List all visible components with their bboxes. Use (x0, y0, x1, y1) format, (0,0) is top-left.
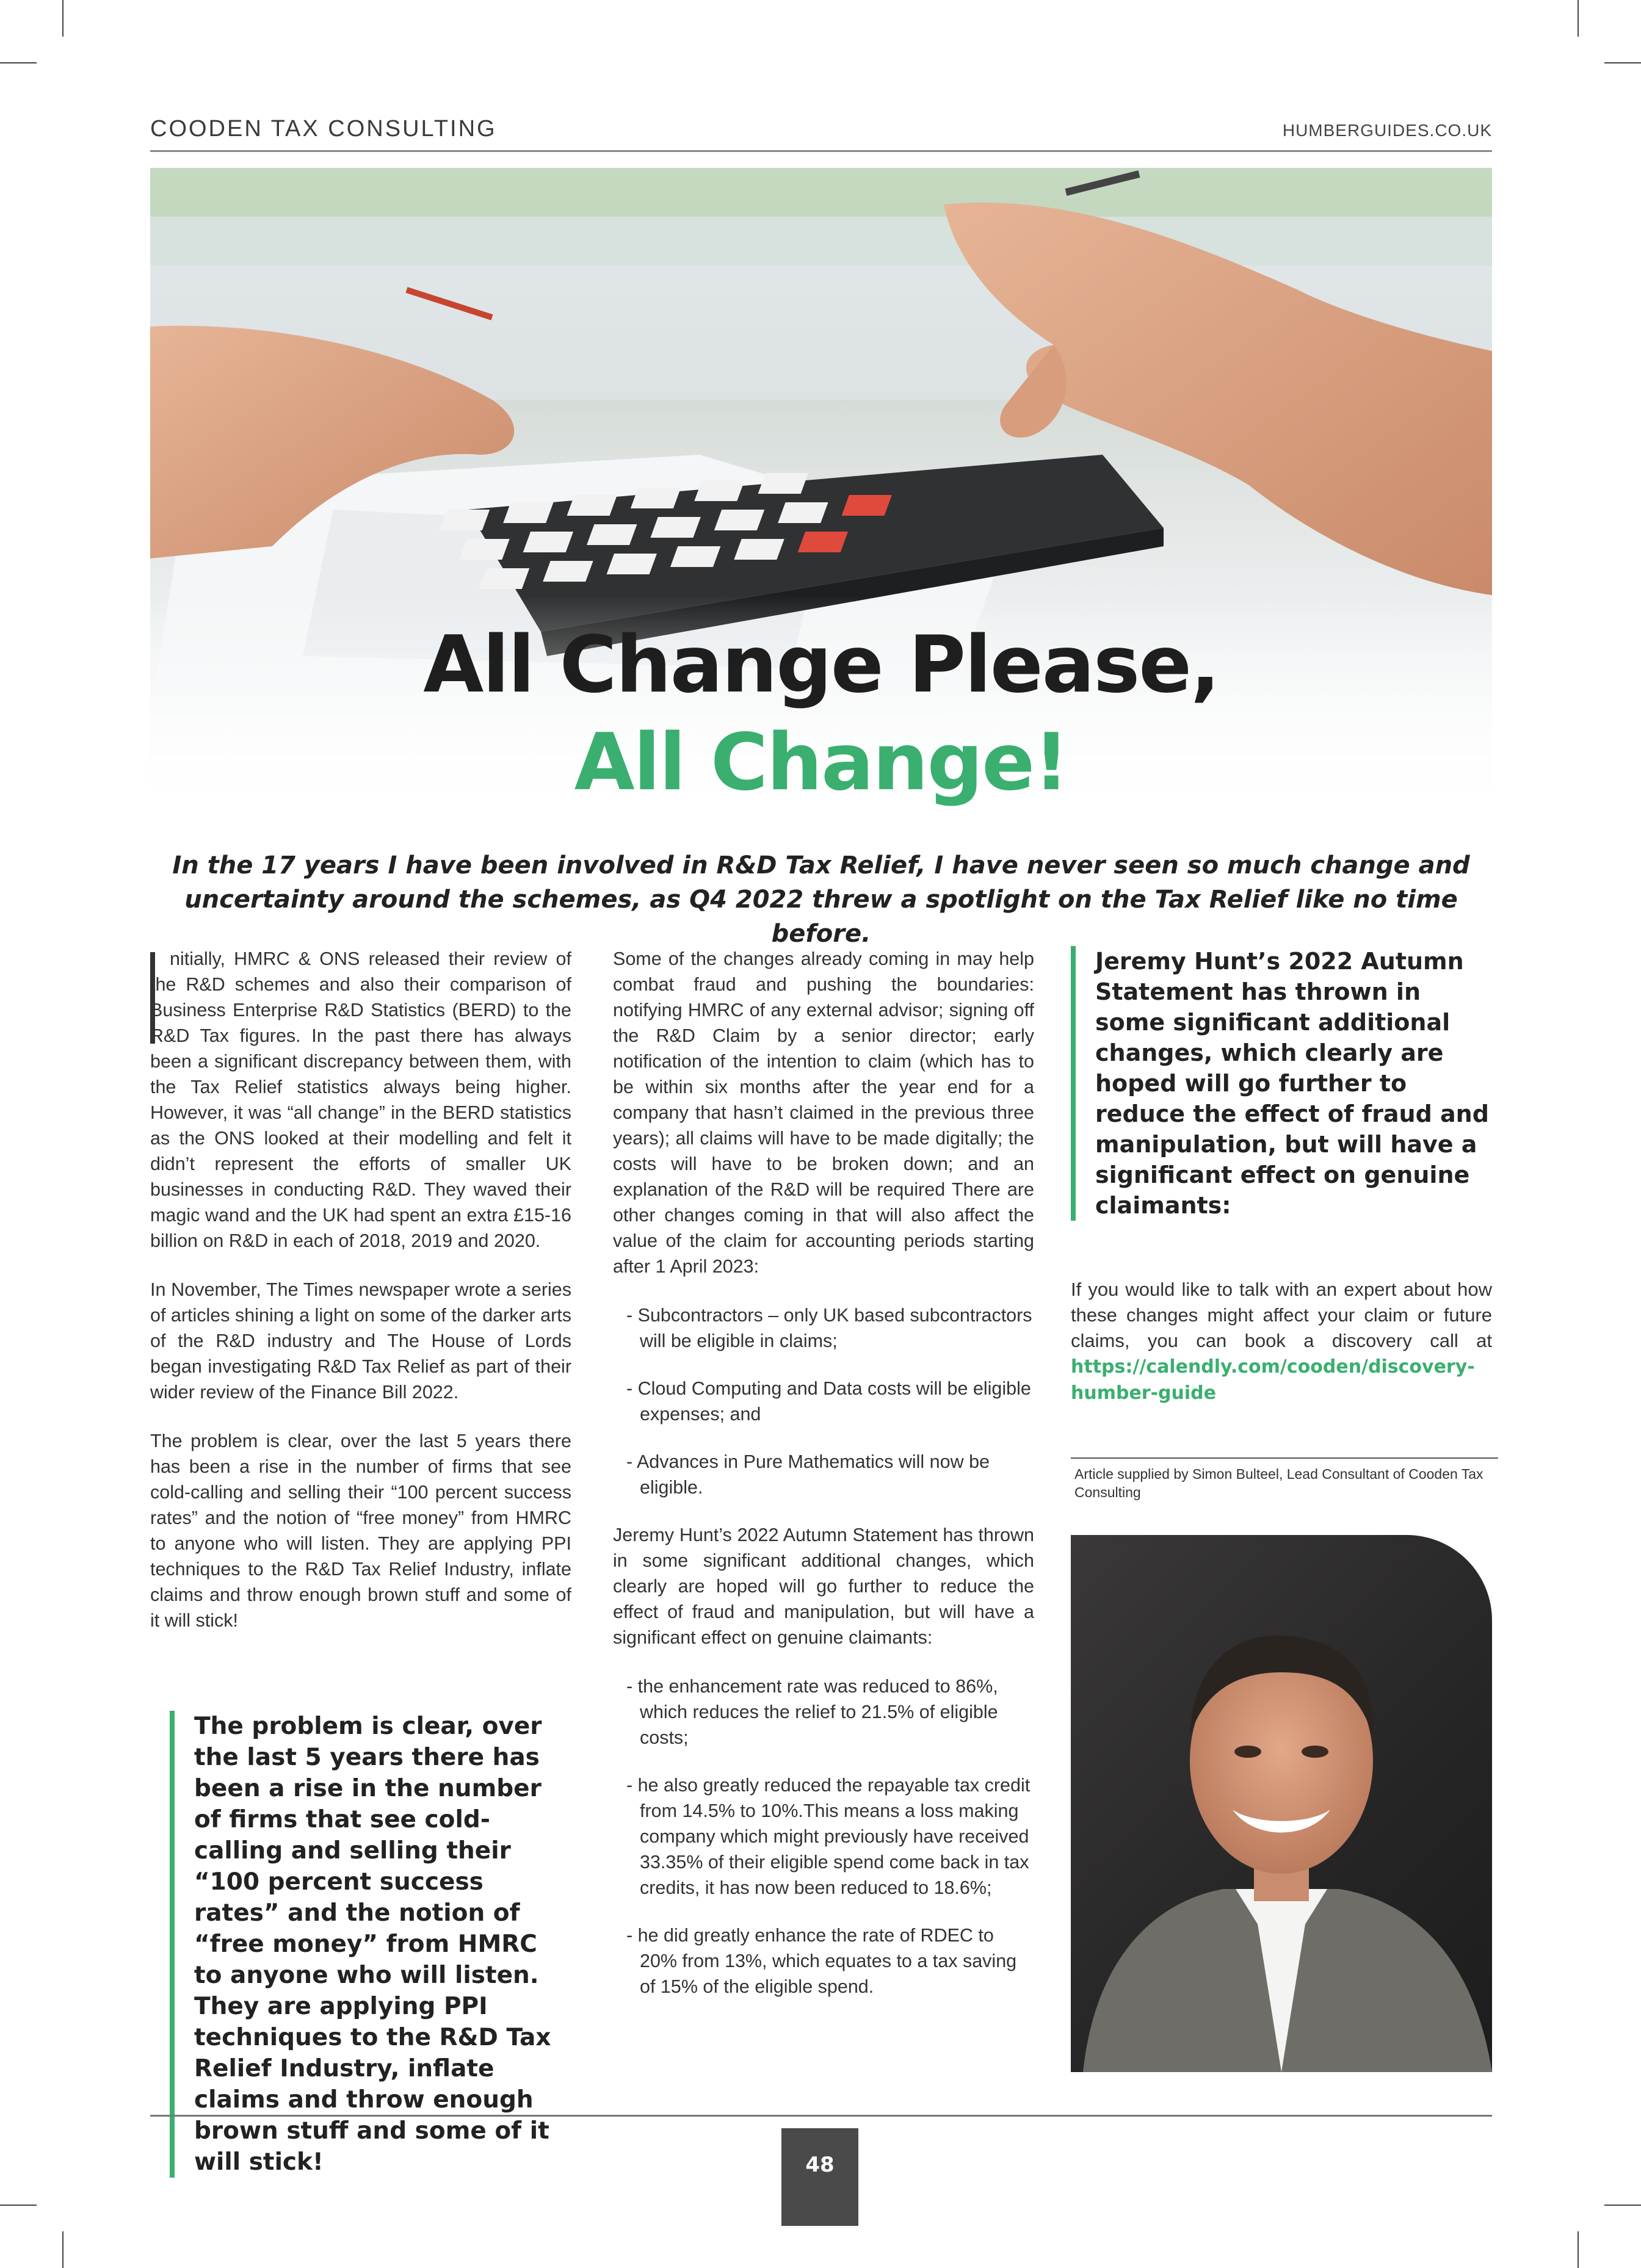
footer-divider (150, 2115, 1492, 2117)
pull-quote-2 (1071, 946, 1492, 1221)
list-item: - he did greatly enhance the rate of RDEC to 20% from 13%, which equates to a tax saving of 15% of the eligible spend. (626, 1925, 1017, 1997)
list-item: - he also greatly reduced the repayable tax credit from 14.5% to 10%.This means a loss making company which might previously have received 33.35% of their eligible spend come back in tax credits, it has now been reduced to 18.6%; (626, 1775, 1031, 1898)
crop-mark (62, 0, 63, 37)
list-item: - Cloud Computing and Data costs will be eligible expenses; and (626, 1378, 1031, 1425)
column-1 (150, 946, 571, 1656)
crop-mark (1578, 0, 1579, 37)
col1-paragraph-1: nitially, HMRC & ONS released their review of the R&D schemes and also their comparison of Business Enterprise R&D Statistics (BERD) to the R&D Tax figures. In the past there has always been a significant discrepancy between them, with the Tax Relief statistics always being higher. However, it was “all change” in the BERD statistics as the ONS looked at their modelling and felt it didn’t represent the efforts of smaller UK businesses in conducting R&D. They waved their magic wand and the UK had spent an extra £15-16 billion on R&D in each of 2018, 2019 and 2020. (150, 948, 571, 1251)
contact-paragraph (1071, 1277, 1492, 1406)
headline-line-1: All Change Please, (423, 619, 1219, 710)
contact-text: If you would like to talk with an expert about how these changes might affect your claim or future claims, you can book a discovery call at (1071, 1279, 1492, 1351)
col2-paragraph-2: Jeremy Hunt’s 2022 Autumn Statement has thrown in some significant additional changes, which clearly are hoped will go further to reduce the effect of fraud and manipulation, but will have a significant effect on genuine claimants: (613, 1525, 1034, 1648)
pull-quote-2-text: Jeremy Hunt’s 2022 Autumn Statement has thrown in some significant additional changes, which clearly are hoped will go further to reduce the effect of fraud and manipulation, but will have a significant effect on genuine claimants: (1095, 948, 1489, 1219)
calendly-link[interactable]: https://calendly.com/cooden/discovery-humber-guide (1071, 1356, 1475, 1404)
col2-paragraph-1: Some of the changes already coming in may help combat fraud and pushing the boundaries: notifying HMRC of any external advisor; signing off the R&D Claim by a senior director; early notification of the intention to claim (which has to be within six months after the year end for a company that hasn’t claimed in the previous three years); all claims will have to be made digitally; the costs will have to be broken down; and an explanation of the R&D will be required There are other changes coming in that will also affect the value of the claim for accounting periods starting after 1 April 2023: (613, 948, 1034, 1277)
col1-paragraph-3: The problem is clear, over the last 5 years there has been a rise in the number of firms that see cold-calling and selling their “100 percent success rates” and the notion of “free money” from HMRC to anyone who will listen. They are applying PPI techniques to the R&D Tax Relief Industry, inflate claims and throw enough brown stuff and some of it will stick! (150, 1431, 571, 1631)
intro-standfirst: In the 17 years I have been involved in R&D Tax Relief, I have never seen so much change and uncertainty around the schemes, as Q4 2022 threw a spotlight on the Tax Relief like no time before. (172, 851, 1470, 948)
pull-quote-bar (1071, 946, 1076, 1221)
crop-mark (62, 2231, 63, 2268)
portrait-illustration (1071, 1535, 1492, 2072)
credit-divider (1071, 1457, 1498, 1459)
crop-mark (1604, 62, 1641, 63)
bullet-list-2 (613, 1674, 1034, 1999)
crop-mark (0, 62, 37, 63)
crop-mark (1604, 2205, 1641, 2206)
list-item: - Advances in Pure Mathematics will now be eligible. (626, 1451, 990, 1498)
page-number: 48 (781, 2128, 858, 2226)
header-divider (150, 150, 1492, 152)
pull-quote-1-text: The problem is clear, over the last 5 years there has been a rise in the number of firms that see cold-calling and selling their “100 percent success rates” and the notion of “free money” from HMRC to anyone who will listen. They are applying PPI techniques to the R&D Tax Relief Industry, inflate claims and throw enough brown stuff and some of it will stick! (194, 1713, 551, 2176)
crop-mark (1578, 2231, 1579, 2268)
pull-quote-1 (170, 1711, 573, 2178)
author-portrait (1071, 1535, 1492, 2072)
headline-line-2: All Change! (574, 717, 1068, 808)
article-credit: Article supplied by Simon Bulteel, Lead Consultant of Cooden Tax Consulting (1074, 1466, 1483, 1500)
pull-quote-bar (170, 1711, 175, 2178)
bullet-list-1 (613, 1302, 1034, 1500)
list-item: - the enhancement rate was reduced to 86%, which reduces the relief to 21.5% of eligible costs; (626, 1676, 998, 1748)
col1-paragraph-2: In November, The Times newspaper wrote a series of articles shining a light on some of the darker arts of the R&D industry and The House of Lords began investigating R&D Tax Relief as part of their wider review of the Finance Bill 2022. (150, 1279, 571, 1403)
list-item: - Subcontractors – only UK based subcontractors will be eligible in claims; (626, 1305, 1032, 1351)
website-label: HUMBERGUIDES.CO.UK (1282, 121, 1492, 140)
crop-mark (0, 2205, 37, 2206)
column-2 (613, 946, 1034, 2021)
publisher-name: COODEN TAX CONSULTING (150, 116, 497, 142)
